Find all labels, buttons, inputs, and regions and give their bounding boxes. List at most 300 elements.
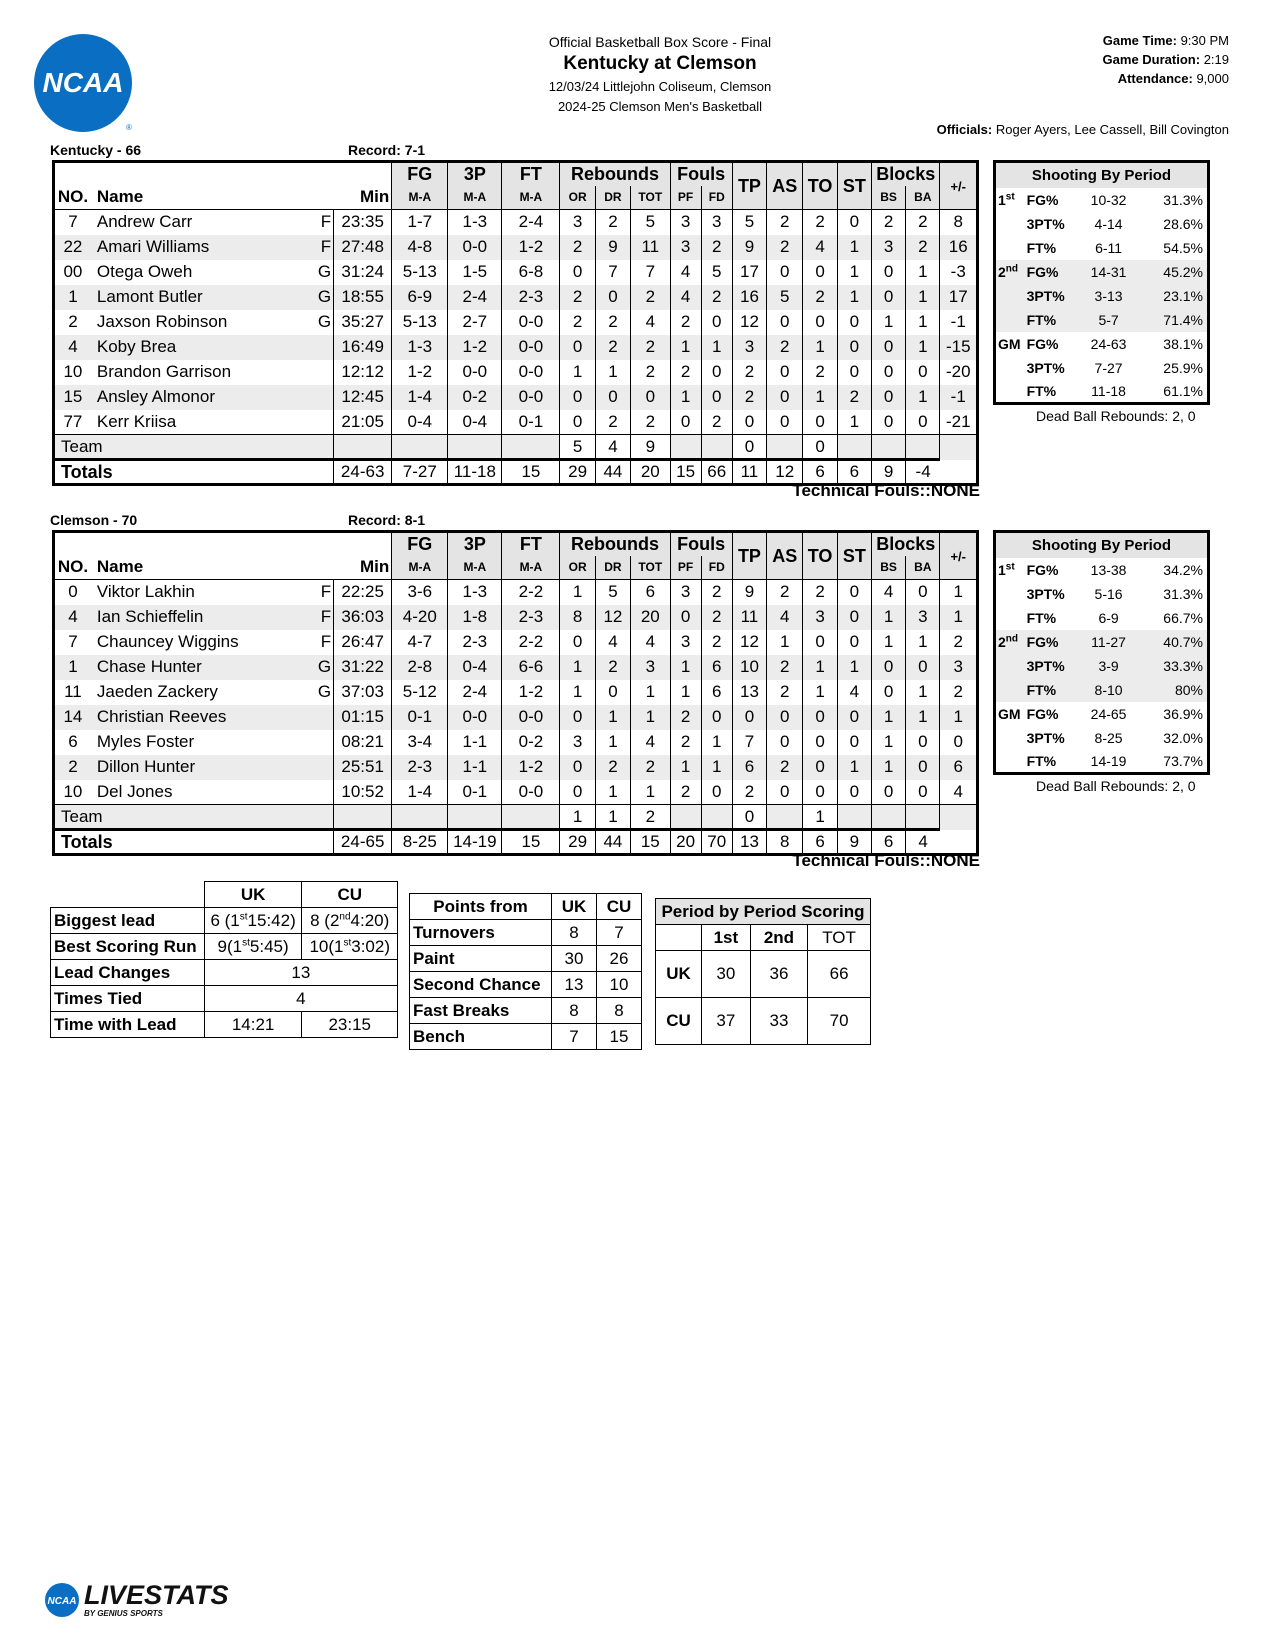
stat-cell: 0-0 bbox=[448, 705, 502, 730]
stat-cell: 0 bbox=[871, 780, 905, 805]
col-blocks: Blocks bbox=[871, 162, 940, 186]
col-fouls: Fouls bbox=[670, 532, 732, 556]
sbp-row bbox=[995, 726, 1209, 750]
stat-cell: 0 bbox=[871, 655, 905, 680]
player-name: Myles Foster bbox=[96, 732, 195, 751]
sbp-row bbox=[995, 308, 1209, 332]
uk-points: 7 bbox=[552, 1024, 597, 1050]
sbp-made-att: 3-9 bbox=[1080, 654, 1138, 678]
stat-cell: 31:22 bbox=[334, 655, 392, 680]
stat-cell: 27:48 bbox=[334, 235, 392, 260]
stat-cell: 2 bbox=[560, 285, 595, 310]
sbp-row bbox=[995, 654, 1209, 678]
stat-cell: 17 bbox=[732, 260, 766, 285]
total-cell: 13 bbox=[732, 830, 766, 855]
sbp-row bbox=[995, 606, 1209, 630]
sbp-period: 1st bbox=[998, 190, 1015, 208]
sbp-period: 2nd bbox=[995, 260, 1024, 284]
stat-cell: 5 bbox=[595, 580, 630, 605]
player-number: 1 bbox=[54, 285, 91, 310]
stat-cell: 0 bbox=[837, 335, 871, 360]
stat-cell: 3 bbox=[560, 730, 595, 755]
player-row bbox=[54, 780, 978, 805]
stat-cell: 1 bbox=[595, 360, 630, 385]
stat-cell: 0-1 bbox=[502, 410, 560, 435]
stat-cell: 0-0 bbox=[502, 780, 560, 805]
player-row bbox=[54, 210, 978, 235]
stat-cell: 7 bbox=[595, 260, 630, 285]
stat-cell: 17 bbox=[940, 285, 978, 310]
stat-cell: 2 bbox=[560, 235, 595, 260]
svg-text:NCAA: NCAA bbox=[47, 1596, 77, 1607]
stat-cell: 0 bbox=[837, 580, 871, 605]
stat-cell: 2 bbox=[803, 360, 837, 385]
stat-cell: 2-8 bbox=[392, 655, 448, 680]
stat-cell: 2 bbox=[595, 210, 630, 235]
player-name: Jaxson Robinson bbox=[96, 312, 228, 331]
col-3p: 3P bbox=[448, 162, 502, 186]
player-number: 7 bbox=[68, 212, 78, 232]
stat-cell: 0 bbox=[767, 360, 803, 385]
stat-cell: 0 bbox=[631, 385, 670, 410]
sbp-period bbox=[995, 380, 1024, 404]
col-st: ST bbox=[837, 532, 871, 580]
sbp-label: 3PT% bbox=[1026, 585, 1065, 602]
player-name: Koby Brea bbox=[91, 335, 317, 360]
stat-cell: 2-2 bbox=[502, 580, 560, 605]
sbp-label: 3PT% bbox=[1024, 284, 1080, 308]
stat-cell: 1 bbox=[670, 680, 701, 705]
player-name: Jaeden Zackery bbox=[96, 682, 218, 701]
player-row bbox=[54, 755, 978, 780]
player-row bbox=[54, 730, 978, 755]
points-from-row bbox=[410, 1024, 642, 1050]
sbp-made-att: 4-14 bbox=[1094, 215, 1123, 232]
stat-cell: 0 bbox=[871, 260, 905, 285]
stat-cell: 10 bbox=[732, 655, 766, 680]
sbp-pct: 45.2% bbox=[1138, 260, 1209, 284]
col-no: NO. bbox=[54, 556, 91, 580]
stat-cell: 7 bbox=[631, 260, 670, 285]
sbp-label: 3PT% bbox=[1026, 359, 1065, 376]
player-number: 4 bbox=[54, 605, 91, 630]
stat-cell: 2-2 bbox=[502, 630, 560, 655]
sbp-row bbox=[995, 260, 1209, 284]
player-name: Ian Schieffelin bbox=[91, 605, 317, 630]
stat-cell: 0 bbox=[906, 730, 940, 755]
stat-cell: 0 bbox=[560, 780, 595, 805]
stat-cell: 0 bbox=[560, 410, 595, 435]
stat-cell: 0 bbox=[767, 385, 803, 410]
sbp-period: GM bbox=[998, 705, 1021, 722]
sbp-pct: 38.1% bbox=[1163, 335, 1203, 352]
stat-cell: 1 bbox=[837, 260, 871, 285]
stat-cell: 6-8 bbox=[502, 260, 560, 285]
player-number: 2 bbox=[54, 755, 91, 780]
player-position: F bbox=[320, 632, 332, 651]
stat-cell: 6 bbox=[732, 755, 766, 780]
total-cell: 4 bbox=[906, 830, 940, 855]
total-cell: 24-65 bbox=[334, 830, 392, 855]
sbp-label: FT% bbox=[1024, 678, 1080, 702]
stat-cell: 4-20 bbox=[392, 605, 448, 630]
stat-cell: 1-5 bbox=[448, 260, 502, 285]
sbp-pct: 80% bbox=[1138, 678, 1209, 702]
stat-cell: 9 bbox=[732, 235, 766, 260]
stat-cell: 2 bbox=[631, 335, 670, 360]
stat-cell: 0 bbox=[906, 410, 940, 435]
sbp-label: FG% bbox=[1026, 705, 1059, 722]
cu-points: 7 bbox=[597, 920, 642, 946]
period-score: 36 bbox=[750, 951, 807, 998]
player-position: F bbox=[317, 605, 333, 630]
stat-cell: 0 bbox=[767, 260, 803, 285]
sbp-title: Shooting By Period bbox=[995, 162, 1209, 188]
season-label: 2024-25 Clemson Men's Basketball bbox=[557, 99, 763, 114]
uk-points: 30 bbox=[552, 946, 597, 972]
stat-cell: 2-4 bbox=[448, 680, 502, 705]
stat-cell: 2 bbox=[906, 210, 940, 235]
sbp-period: 1st bbox=[998, 560, 1015, 578]
total-cell: 6 bbox=[803, 830, 837, 855]
team-row: Team 1 1 2 0 1 bbox=[54, 805, 978, 830]
sbp-row bbox=[995, 750, 1209, 774]
stat-cell: 1-2 bbox=[448, 335, 502, 360]
stat-cell: 4 bbox=[767, 605, 803, 630]
sbp-made-att: 3-13 bbox=[1080, 284, 1138, 308]
player-position bbox=[317, 385, 333, 410]
uk-biggest-lead: 6 (1st15:42) bbox=[204, 908, 302, 934]
stat-cell: 2 bbox=[701, 235, 732, 260]
stat-cell: 2 bbox=[595, 755, 630, 780]
total-cell: 6 bbox=[871, 830, 905, 855]
points-category: Turnovers bbox=[410, 920, 552, 946]
player-row bbox=[54, 285, 978, 310]
stat-cell: 0-0 bbox=[448, 235, 502, 260]
total-cell: -4 bbox=[906, 460, 940, 485]
stat-cell: 1 bbox=[670, 335, 701, 360]
sbp-made-att: 5-7 bbox=[1080, 308, 1138, 332]
player-position bbox=[317, 410, 333, 435]
sbp-made-att: 8-25 bbox=[1094, 729, 1123, 746]
stat-cell: 0 bbox=[837, 210, 871, 235]
leads-table: UK CU Biggest lead 6 (1st15:42) 8 (2nd4:20) Best Scoring Run 9(1st5:45) 10(1st3:02) Lead Changes 13 Times Tied 4 Time with Lead 14:21 23:15 bbox=[50, 881, 398, 1038]
stat-cell: 2 bbox=[837, 385, 871, 410]
stat-cell: 0 bbox=[871, 680, 905, 705]
total-cell: 8-25 bbox=[392, 830, 448, 855]
sbp-period bbox=[995, 356, 1024, 380]
stat-cell: 1 bbox=[803, 335, 837, 360]
stat-cell: 5-13 bbox=[392, 260, 448, 285]
player-position bbox=[317, 780, 333, 805]
player-name: Chauncey Wiggins bbox=[96, 632, 239, 651]
stat-cell: 6 bbox=[701, 655, 732, 680]
stat-cell: 1 bbox=[940, 605, 978, 630]
team-title: Clemson - 70 bbox=[50, 512, 138, 528]
stat-cell: 6-6 bbox=[502, 655, 560, 680]
stat-cell: 1 bbox=[940, 580, 978, 605]
team-label: Team bbox=[54, 435, 334, 460]
stat-cell: 8 bbox=[940, 210, 978, 235]
total-cell: 9 bbox=[871, 460, 905, 485]
stat-cell: 1 bbox=[906, 335, 940, 360]
stat-cell: 4 bbox=[803, 235, 837, 260]
sbp-made-att: 24-63 bbox=[1090, 335, 1127, 352]
stat-cell: 1-4 bbox=[392, 385, 448, 410]
player-position: F bbox=[317, 235, 333, 260]
player-position: G bbox=[317, 655, 333, 680]
points-from-table: Points from UK CU Turnovers 8 7 Paint 30 26 Second Chance 13 10 Fast Breaks 8 8 Bench 7 15 bbox=[409, 893, 642, 1050]
cu-biggest-lead: 8 (2nd4:20) bbox=[302, 908, 398, 934]
stat-cell: 1 bbox=[906, 310, 940, 335]
col-tp: TP bbox=[732, 162, 766, 210]
total-cell: 24-63 bbox=[334, 460, 392, 485]
sbp-made-att: 6-9 bbox=[1098, 609, 1119, 626]
ncaa-logo bbox=[33, 33, 133, 133]
stat-cell: 4 bbox=[837, 680, 871, 705]
stat-cell: 2 bbox=[940, 630, 978, 655]
stat-cell: 0-4 bbox=[448, 655, 502, 680]
player-name: Brandon Garrison bbox=[96, 362, 232, 381]
sbp-pct: 33.3% bbox=[1138, 654, 1209, 678]
sbp-row bbox=[995, 356, 1209, 380]
sbp-row bbox=[995, 236, 1209, 260]
stat-cell: 2 bbox=[701, 410, 732, 435]
stat-cell: 0 bbox=[701, 780, 732, 805]
stat-cell: 11 bbox=[631, 235, 670, 260]
stat-cell: 1-8 bbox=[448, 605, 502, 630]
stat-cell: 1-2 bbox=[502, 235, 560, 260]
stat-cell: 1 bbox=[837, 655, 871, 680]
stat-cell: 1 bbox=[701, 335, 732, 360]
col-fg: FG bbox=[392, 532, 448, 556]
report-subtitle: Official Basketball Box Score - Final bbox=[548, 34, 772, 50]
stat-cell: 0-0 bbox=[502, 705, 560, 730]
player-position bbox=[317, 755, 333, 780]
sbp-period bbox=[995, 726, 1024, 750]
stat-cell: -15 bbox=[940, 335, 978, 360]
stat-cell: 1 bbox=[837, 755, 871, 780]
total-cell: 12 bbox=[767, 460, 803, 485]
player-row bbox=[54, 360, 978, 385]
stat-cell: 2 bbox=[595, 655, 630, 680]
points-category: Second Chance bbox=[410, 972, 552, 998]
player-number: 15 bbox=[54, 385, 91, 410]
stat-cell: 0 bbox=[701, 385, 732, 410]
stat-cell: -3 bbox=[940, 260, 978, 285]
col-st: ST bbox=[837, 162, 871, 210]
stat-cell: 2 bbox=[595, 310, 630, 335]
stat-cell: 0 bbox=[940, 730, 978, 755]
col-blocks: Blocks bbox=[871, 532, 940, 556]
stat-cell: 0-2 bbox=[502, 730, 560, 755]
player-position bbox=[317, 730, 333, 755]
col-no: NO. bbox=[54, 186, 91, 210]
stat-cell: 1-2 bbox=[392, 360, 448, 385]
stat-cell: 1 bbox=[871, 630, 905, 655]
stat-cell: 2 bbox=[631, 755, 670, 780]
stat-cell: 1-3 bbox=[448, 210, 502, 235]
player-position: F bbox=[320, 582, 332, 602]
stat-cell: 1 bbox=[803, 655, 837, 680]
dead-ball-rebounds: Dead Ball Rebounds: 2, 0 bbox=[1036, 408, 1196, 424]
stat-cell: 0 bbox=[803, 630, 837, 655]
stat-cell: 0 bbox=[871, 360, 905, 385]
cu-points: 10 bbox=[597, 972, 642, 998]
player-name: Del Jones bbox=[96, 781, 173, 801]
sbp-made-att: 11-18 bbox=[1091, 382, 1126, 399]
total-cell: 66 bbox=[701, 460, 732, 485]
stat-cell: 4 bbox=[940, 780, 978, 805]
stat-cell: 0-1 bbox=[392, 705, 448, 730]
stat-cell: 3 bbox=[670, 210, 701, 235]
sbp-row bbox=[995, 332, 1209, 356]
stat-cell: 2 bbox=[871, 210, 905, 235]
player-row bbox=[54, 260, 978, 285]
sbp-pct: 23.1% bbox=[1138, 284, 1209, 308]
stat-cell: 1 bbox=[631, 680, 670, 705]
stat-cell: 1 bbox=[871, 755, 905, 780]
stat-cell: 3 bbox=[670, 235, 701, 260]
sbp-period bbox=[995, 750, 1024, 774]
stat-cell: 2 bbox=[803, 580, 837, 605]
sbp-label: FG% bbox=[1026, 191, 1059, 208]
stat-cell: 0 bbox=[595, 285, 630, 310]
box-score-table: FG 3P FT Rebounds Fouls TP AS TO ST Blocks +/- NO. Name Min M-A M-A M-A OR DR TOT PF FD BS BA 0 Viktor Lakhin F 22:25 3-6 1-3 2-2 1 5 6 3 2 9 2 2 0 4 0 1 4 Ian Schieffelin F 36:03 4-20 1-8 2-3 8 12 20 0 2 11 4 3 0 1 3 1 7 Chauncey Wiggins F 26:47 4-7 2-3 2-2 0 4 4 3 2 12 1 0 0 1 1 2 1 Chase Hunter G 31:22 2-8 0-4 6-6 1 2 3 1 6 10 2 1 1 0 0 3 11 Jaeden Zackery G 37:03 5-12 2-4 1-2 1 0 1 1 6 13 2 1 4 0 1 2 14 Christian Reeves 01:15 0-1 0-0 0-0 0 1 1 2 0 0 0 0 0 1 1 1 6 Myles Foster 08:21 3-4 1-1 0-2 3 1 4 2 1 7 0 0 0 1 0 0 2 Dillon Hunter 25:51 2-3 1-1 1-2 0 2 2 1 1 6 2 0 1 1 0 6 10 Del Jones 10:52 1-4 0-1 0-0 0 1 1 2 0 2 0 0 0 0 0 4 Team 1 1 2 0 1 Totals 24-65 8-25 14-19 15 29 44 15 20 70 13 8 6 9 6 4 bbox=[52, 530, 979, 856]
stat-cell: 1 bbox=[871, 705, 905, 730]
sbp-made-att: 7-27 bbox=[1094, 359, 1123, 376]
stat-cell: -1 bbox=[940, 310, 978, 335]
shooting-by-period bbox=[993, 160, 1210, 405]
stat-cell: 1 bbox=[837, 410, 871, 435]
stat-cell: 2 bbox=[767, 755, 803, 780]
stat-cell: 0 bbox=[803, 705, 837, 730]
stat-cell: 31:24 bbox=[334, 260, 392, 285]
stat-cell: 0 bbox=[732, 705, 766, 730]
sbp-period bbox=[995, 236, 1024, 260]
uk-best-run: 9(1st5:45) bbox=[204, 934, 302, 960]
stat-cell: 0 bbox=[837, 730, 871, 755]
svg-text:®: ® bbox=[126, 123, 132, 132]
player-row bbox=[54, 605, 978, 630]
stat-cell: 25:51 bbox=[334, 755, 392, 780]
stat-cell: 0 bbox=[837, 360, 871, 385]
stat-cell: 4-8 bbox=[392, 235, 448, 260]
sbp-period: 2nd bbox=[995, 630, 1024, 654]
player-number: 6 bbox=[68, 732, 78, 751]
stat-cell: 1 bbox=[906, 385, 940, 410]
stat-cell: 0 bbox=[837, 705, 871, 730]
stat-cell: 3 bbox=[732, 335, 766, 360]
stat-cell: 1 bbox=[701, 755, 732, 780]
stat-cell: 4 bbox=[595, 630, 630, 655]
sbp-pct: 54.5% bbox=[1163, 239, 1203, 256]
stat-cell: 2 bbox=[732, 780, 766, 805]
stat-cell: 6-9 bbox=[392, 285, 448, 310]
col-plus-minus: +/- bbox=[940, 532, 978, 580]
stat-cell: 0-2 bbox=[448, 385, 502, 410]
stat-cell: -21 bbox=[940, 410, 978, 435]
stat-cell: 3 bbox=[670, 630, 701, 655]
stat-cell: 12:12 bbox=[334, 360, 392, 385]
stat-cell: 2 bbox=[670, 705, 701, 730]
sbp-row bbox=[995, 630, 1209, 654]
player-number: 1 bbox=[54, 655, 91, 680]
stat-cell: 0 bbox=[906, 655, 940, 680]
stat-cell: 1 bbox=[631, 705, 670, 730]
player-row bbox=[54, 705, 978, 730]
player-row bbox=[54, 310, 978, 335]
stat-cell: 13 bbox=[732, 680, 766, 705]
player-name: Dillon Hunter bbox=[91, 755, 317, 780]
svg-text:BY GENIUS SPORTS: BY GENIUS SPORTS bbox=[84, 1609, 163, 1618]
stat-cell: 3 bbox=[803, 605, 837, 630]
stat-cell: 4 bbox=[631, 730, 670, 755]
stat-cell: 0 bbox=[595, 680, 630, 705]
player-name: Chase Hunter bbox=[91, 655, 317, 680]
stat-cell: 2 bbox=[670, 310, 701, 335]
stat-cell: 0-0 bbox=[502, 335, 560, 360]
stat-cell: 2-3 bbox=[502, 605, 560, 630]
sbp-period bbox=[995, 284, 1024, 308]
stat-cell: 18:55 bbox=[334, 285, 392, 310]
sbp-pct: 73.7% bbox=[1163, 752, 1203, 769]
total-cell: 6 bbox=[803, 460, 837, 485]
period-score: 66 bbox=[808, 951, 871, 998]
player-number: 10 bbox=[63, 362, 83, 381]
team-record: Record: 8-1 bbox=[348, 512, 426, 528]
total-cell: 11 bbox=[732, 460, 766, 485]
period-score-row bbox=[656, 951, 871, 998]
stat-cell: 1-3 bbox=[392, 335, 448, 360]
stat-cell: 2 bbox=[732, 360, 766, 385]
total-cell: 20 bbox=[631, 460, 670, 485]
stat-cell: 9 bbox=[732, 580, 766, 605]
col-to: TO bbox=[803, 532, 837, 580]
player-row bbox=[54, 680, 978, 705]
stat-cell: 12 bbox=[595, 605, 630, 630]
stat-cell: 1-1 bbox=[448, 730, 502, 755]
stat-cell: 21:05 bbox=[334, 410, 392, 435]
sbp-pct: 71.4% bbox=[1138, 308, 1209, 332]
stat-cell: 2 bbox=[701, 285, 732, 310]
stat-cell: 1 bbox=[837, 235, 871, 260]
player-number: 7 bbox=[68, 632, 78, 651]
col-tp: TP bbox=[732, 532, 766, 580]
player-name: Lamont Butler bbox=[91, 285, 317, 310]
points-from-row bbox=[410, 998, 642, 1024]
points-category: Bench bbox=[410, 1024, 552, 1050]
stat-cell: 2 bbox=[595, 335, 630, 360]
stat-cell: 1 bbox=[670, 655, 701, 680]
stat-cell: 1 bbox=[906, 285, 940, 310]
totals-label: Totals bbox=[54, 460, 334, 485]
sbp-pct: 28.6% bbox=[1163, 215, 1203, 232]
player-position bbox=[317, 335, 333, 360]
sbp-row bbox=[995, 558, 1209, 582]
player-number: 4 bbox=[54, 335, 91, 360]
sbp-pct: 40.7% bbox=[1138, 630, 1209, 654]
col-as: AS bbox=[767, 162, 803, 210]
stat-cell: 1 bbox=[803, 680, 837, 705]
attendance: 9,000 bbox=[1196, 71, 1229, 86]
player-name: Christian Reeves bbox=[91, 705, 317, 730]
total-cell: 6 bbox=[837, 460, 871, 485]
player-name: Amari Williams bbox=[91, 235, 317, 260]
total-cell: 15 bbox=[502, 830, 560, 855]
sbp-period bbox=[995, 308, 1024, 332]
col-min: Min bbox=[334, 186, 392, 210]
